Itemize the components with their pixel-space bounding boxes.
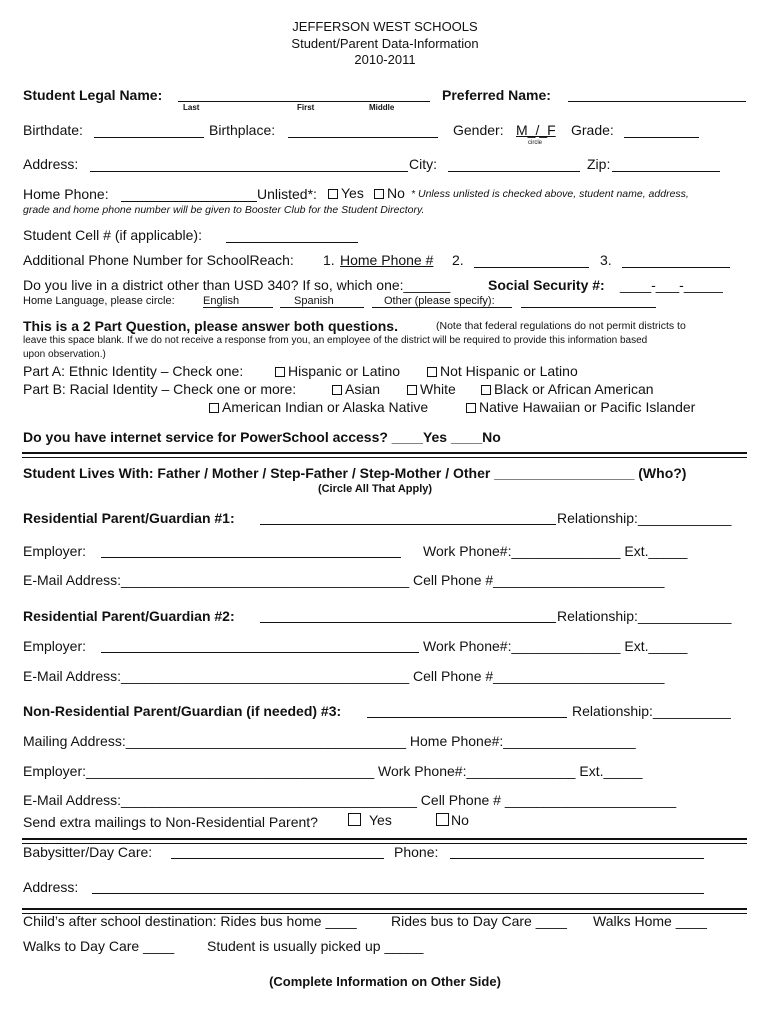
guardian2-relationship[interactable]: Relationship:____________ <box>557 608 732 624</box>
schoolreach-3-field[interactable] <box>622 267 730 268</box>
federal-note-1: (Note that federal regulations do not permit districts to <box>436 320 686 332</box>
guardian2-employer-label: Employer: <box>23 638 87 654</box>
black-label: Black or African American <box>494 381 654 397</box>
legal-name-field[interactable] <box>178 101 430 102</box>
schoolreach-2-field[interactable] <box>474 267 589 268</box>
black-option[interactable] <box>481 382 654 396</box>
birthdate-field[interactable] <box>94 137 204 138</box>
white-option[interactable] <box>407 382 456 396</box>
birthplace-label: Birthplace: <box>209 122 276 138</box>
guardian3-mailing-home[interactable]: Mailing Address:____________________________________ Home Phone#:_________________ <box>23 733 636 749</box>
legal-name-label: Student Legal Name: <box>23 87 163 103</box>
after-school-bus-home[interactable]: Child’s after school destination: Rides bus home ____ <box>23 913 357 929</box>
federal-note-3: upon observation.) <box>23 349 106 360</box>
babysitter-phone-label: Phone: <box>394 844 439 860</box>
city-field[interactable] <box>448 171 580 172</box>
legal-name-sub-last: Last <box>183 103 200 112</box>
extra-mailings-yes[interactable] <box>348 813 392 827</box>
lang-other-line <box>372 307 512 308</box>
checkbox-icon[interactable] <box>209 403 219 413</box>
checkbox-icon[interactable] <box>427 367 437 377</box>
guardian3-label: Non-Residential Parent/Guardian (if needed) #3: <box>23 703 342 719</box>
school-title: JEFFERSON WEST SCHOOLS <box>292 19 478 34</box>
asian-label: Asian <box>345 381 381 397</box>
part-b-label: Part B: Racial Identity – Check one or more: <box>23 381 297 397</box>
student-cell-label: Student Cell # (if applicable): <box>23 227 202 243</box>
school-year: 2010-2011 <box>354 52 416 67</box>
checkbox-icon[interactable] <box>436 813 449 826</box>
guardian1-label: Residential Parent/Guardian #1: <box>23 510 235 526</box>
checkbox-icon[interactable] <box>332 385 342 395</box>
lang-english-line <box>203 307 273 308</box>
pacific-islander-option[interactable] <box>466 400 695 414</box>
checkbox-icon[interactable] <box>374 189 384 199</box>
guardian1-name-field[interactable] <box>260 524 556 525</box>
unlisted-yes[interactable] <box>328 186 364 200</box>
babysitter-address-label: Address: <box>23 879 79 895</box>
hispanic-label: Hispanic or Latino <box>288 363 401 379</box>
unlisted-no[interactable] <box>374 186 405 200</box>
zip-field[interactable] <box>612 171 720 172</box>
extra-mailings-label: Send extra mailings to Non-Residential Parent? <box>23 814 318 830</box>
federal-note-2: leave this space blank. If we do not receive a response from you, an employee of the district will be required to provide this information based <box>23 335 648 346</box>
guardian2-name-field[interactable] <box>260 622 556 623</box>
checkbox-icon[interactable] <box>407 385 417 395</box>
lang-english[interactable]: English <box>203 295 240 307</box>
legal-name-sub-middle: Middle <box>369 103 395 112</box>
grade-label: Grade: <box>571 122 614 138</box>
babysitter-address-field[interactable] <box>92 893 704 894</box>
lang-spanish-line <box>280 307 364 308</box>
extra-mailings-no[interactable] <box>436 813 469 827</box>
after-school-bus-daycare[interactable]: Rides bus to Day Care ____ <box>391 913 567 929</box>
after-school-walks-home[interactable]: Walks Home ____ <box>593 913 707 929</box>
gender-label: Gender: <box>453 122 504 138</box>
after-school-walks-daycare[interactable]: Walks to Day Care ____ <box>23 938 175 954</box>
hispanic-option[interactable] <box>275 364 400 378</box>
address-field[interactable] <box>90 171 408 172</box>
section-divider <box>22 452 747 458</box>
white-label: White <box>420 381 456 397</box>
unlisted-note-2: grade and home phone number will be given to Booster Club for the Student Directory. <box>23 204 425 216</box>
lang-other[interactable]: Other (please specify): <box>384 295 495 307</box>
preferred-name-field[interactable] <box>568 101 746 102</box>
guardian2-work-phone[interactable]: Work Phone#:______________ Ext._____ <box>423 638 688 654</box>
checkbox-icon[interactable] <box>348 813 361 826</box>
legal-name-sub-first: First <box>297 103 315 112</box>
schoolreach-1: 1. <box>323 252 335 268</box>
ssn-label: Social Security #: <box>488 277 605 293</box>
home-phone-field[interactable] <box>121 201 257 202</box>
guardian3-employer-work[interactable]: Employer:_____________________________________ Work Phone#:______________ Ext._____ <box>23 763 643 779</box>
guardian2-email-cell[interactable]: E-Mail Address:_____________________________________ Cell Phone #______________________ <box>23 668 665 684</box>
schoolreach-3: 3. <box>600 252 612 268</box>
internet-question: Do you have internet service for PowerSchool access? ____Yes ____No <box>23 429 501 445</box>
district-question: Do you live in a district other than USD 340? If so, which one:______ <box>23 277 451 293</box>
gender-options[interactable]: M_/_F <box>516 122 556 138</box>
footer-note: (Complete Information on Other Side) <box>269 974 501 989</box>
lives-with-note: (Circle All That Apply) <box>317 483 433 495</box>
form-subtitle: Student/Parent Data-Information <box>291 36 479 51</box>
lang-other-field[interactable] <box>521 307 656 308</box>
guardian3-relationship[interactable]: Relationship:__________ <box>572 703 731 719</box>
not-hispanic-label: Not Hispanic or Latino <box>440 363 578 379</box>
babysitter-field[interactable] <box>171 858 384 859</box>
guardian1-work-phone[interactable]: Work Phone#:______________ Ext._____ <box>423 543 688 559</box>
guardian1-employer-label: Employer: <box>23 543 87 559</box>
guardian3-name-field[interactable] <box>367 717 567 718</box>
city-label: City: <box>409 156 437 172</box>
preferred-name-label: Preferred Name: <box>442 87 551 103</box>
schoolreach-home-phone: Home Phone # <box>340 252 434 268</box>
checkbox-icon[interactable] <box>328 189 338 199</box>
pacific-islander-label: Native Hawaiian or Pacific Islander <box>479 399 696 415</box>
schoolreach-2: 2. <box>452 252 464 268</box>
babysitter-phone-field[interactable] <box>450 858 704 859</box>
ssn-field[interactable]: ____-___-_____ <box>620 277 723 293</box>
guardian1-employer-field[interactable] <box>101 557 401 558</box>
american-indian-label: American Indian or Alaska Native <box>222 399 429 415</box>
grade-field[interactable] <box>624 137 699 138</box>
guardian3-email-cell[interactable]: E-Mail Address:______________________________________ Cell Phone # ______________________ <box>23 792 677 808</box>
unlisted-note-1: * Unless unlisted is checked above, student name, address, <box>411 188 689 200</box>
extra-mailings-yes-label: Yes <box>369 812 392 828</box>
schoolreach-label: Additional Phone Number for SchoolReach: <box>23 252 294 268</box>
student-cell-field[interactable] <box>226 242 358 243</box>
birthplace-field[interactable] <box>288 137 438 138</box>
checkbox-icon[interactable] <box>275 367 285 377</box>
unlisted-no-label: No <box>387 185 405 201</box>
after-school-picked-up[interactable]: Student is usually picked up _____ <box>207 938 424 954</box>
guardian1-relationship[interactable]: Relationship:____________ <box>557 510 732 526</box>
guardian2-employer-field[interactable] <box>101 652 419 653</box>
babysitter-label: Babysitter/Day Care: <box>23 844 153 860</box>
home-phone-label: Home Phone: <box>23 186 109 202</box>
checkbox-icon[interactable] <box>466 403 476 413</box>
guardian2-label: Residential Parent/Guardian #2: <box>23 608 235 624</box>
address-label: Address: <box>23 156 79 172</box>
unlisted-label: Unlisted*: <box>257 186 317 202</box>
lang-spanish[interactable]: Spanish <box>294 295 334 307</box>
part-a-label: Part A: Ethnic Identity – Check one: <box>23 363 244 379</box>
not-hispanic-option[interactable] <box>427 364 578 378</box>
american-indian-option[interactable] <box>209 400 428 414</box>
checkbox-icon[interactable] <box>481 385 491 395</box>
guardian1-email-cell[interactable]: E-Mail Address:_____________________________________ Cell Phone #______________________ <box>23 572 665 588</box>
unlisted-yes-label: Yes <box>341 185 364 201</box>
extra-mailings-no-label: No <box>451 812 469 828</box>
gender-circle-note: circle <box>528 140 543 146</box>
birthdate-label: Birthdate: <box>23 122 83 138</box>
zip-label: Zip: <box>587 156 611 172</box>
asian-option[interactable] <box>332 382 380 396</box>
home-language-label: Home Language, please circle: <box>23 295 175 307</box>
lives-with-label: Student Lives With: Father / Mother / Step-Father / Step-Mother / Other __________________ (Who?) <box>23 465 687 481</box>
two-part-heading: This is a 2 Part Question, please answer both questions. <box>23 318 398 334</box>
